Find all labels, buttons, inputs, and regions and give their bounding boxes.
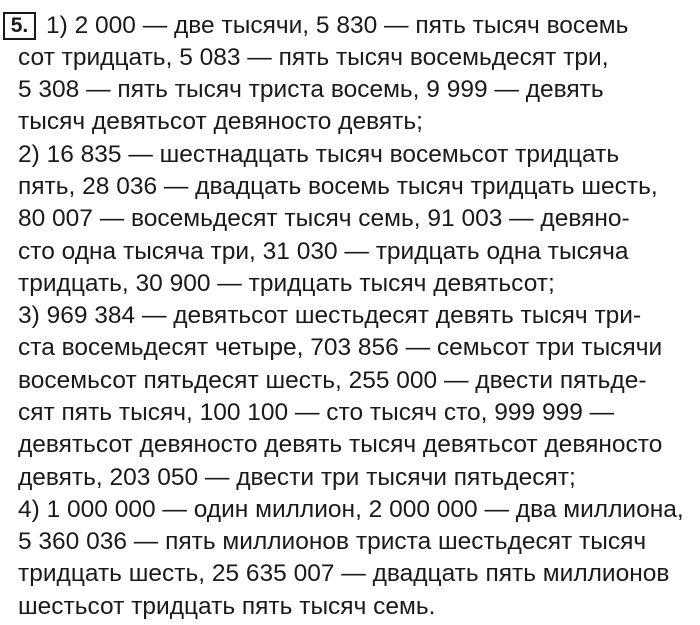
line-text: тридцать, 30 900 — тридцать тысяч девятьсот; xyxy=(18,270,555,297)
text-line xyxy=(0,138,700,172)
line-text: сот тридцать, 5 083 — пять тысяч восемьдесят три, xyxy=(18,44,609,71)
line-text: девять, 203 050 — двести три тысячи пятьдесят; xyxy=(18,464,576,491)
line-text: тридцать шесть, 25 635 007 — двадцать пять миллионов xyxy=(18,560,670,587)
text-line xyxy=(0,364,700,398)
line-text: восемьсот пятьдесят шесть, 255 000 — двести пятьде- xyxy=(18,367,647,394)
text-line xyxy=(0,525,700,559)
exercise-number-box: 5. xyxy=(3,12,36,40)
line-text: 3) 969 384 — девятьсот шестьдесят девять тысяч три- xyxy=(18,302,642,329)
text-line xyxy=(0,396,700,430)
text-line xyxy=(0,461,700,495)
text-line xyxy=(0,557,700,591)
line-text: шестьсот тридцать пять тысяч семь. xyxy=(18,593,436,620)
line-text: 4) 1 000 000 — один миллион, 2 000 000 — два миллиона, xyxy=(18,496,684,523)
line-text: тысяч девятьсот девяносто девять; xyxy=(18,108,423,135)
line-text: девятьсот девяносто девять тысяч девятьсот девяносто xyxy=(18,431,663,458)
text-line xyxy=(0,41,700,75)
text-line xyxy=(0,590,700,624)
text-line xyxy=(0,267,700,301)
text-line xyxy=(0,299,700,333)
text-line xyxy=(0,9,700,43)
text-line xyxy=(0,428,700,462)
line-text: пять, 28 036 — двадцать восемь тысяч тридцать шесть, xyxy=(18,173,658,200)
line-text: ста восемьдесят четыре, 703 856 — семьсот три тысячи xyxy=(18,334,663,361)
text-line xyxy=(0,235,700,269)
line-text: сят пять тысяч, 100 100 — сто тысяч сто, 999 999 — xyxy=(18,399,615,426)
text-line xyxy=(0,170,700,204)
line-text: 80 007 — восемьдесят тысяч семь, 91 003 — девяно- xyxy=(18,205,630,232)
line-text: 1) 2 000 — две тысячи, 5 830 — пять тысяч восемь xyxy=(46,12,629,39)
text-line xyxy=(0,105,700,139)
line-text: 2) 16 835 — шестнадцать тысяч восемьсот тридцать xyxy=(18,141,620,168)
text-line xyxy=(0,493,700,527)
text-line xyxy=(0,331,700,365)
line-text: 5 308 — пять тысяч триста восемь, 9 999 — девять xyxy=(18,76,604,103)
text-line xyxy=(0,202,700,236)
line-text: сто одна тысяча три, 31 030 — тридцать одна тысяча xyxy=(18,238,629,265)
text-line xyxy=(0,73,700,107)
line-text: 5 360 036 — пять миллионов триста шестьдесят тысяч xyxy=(18,528,647,555)
